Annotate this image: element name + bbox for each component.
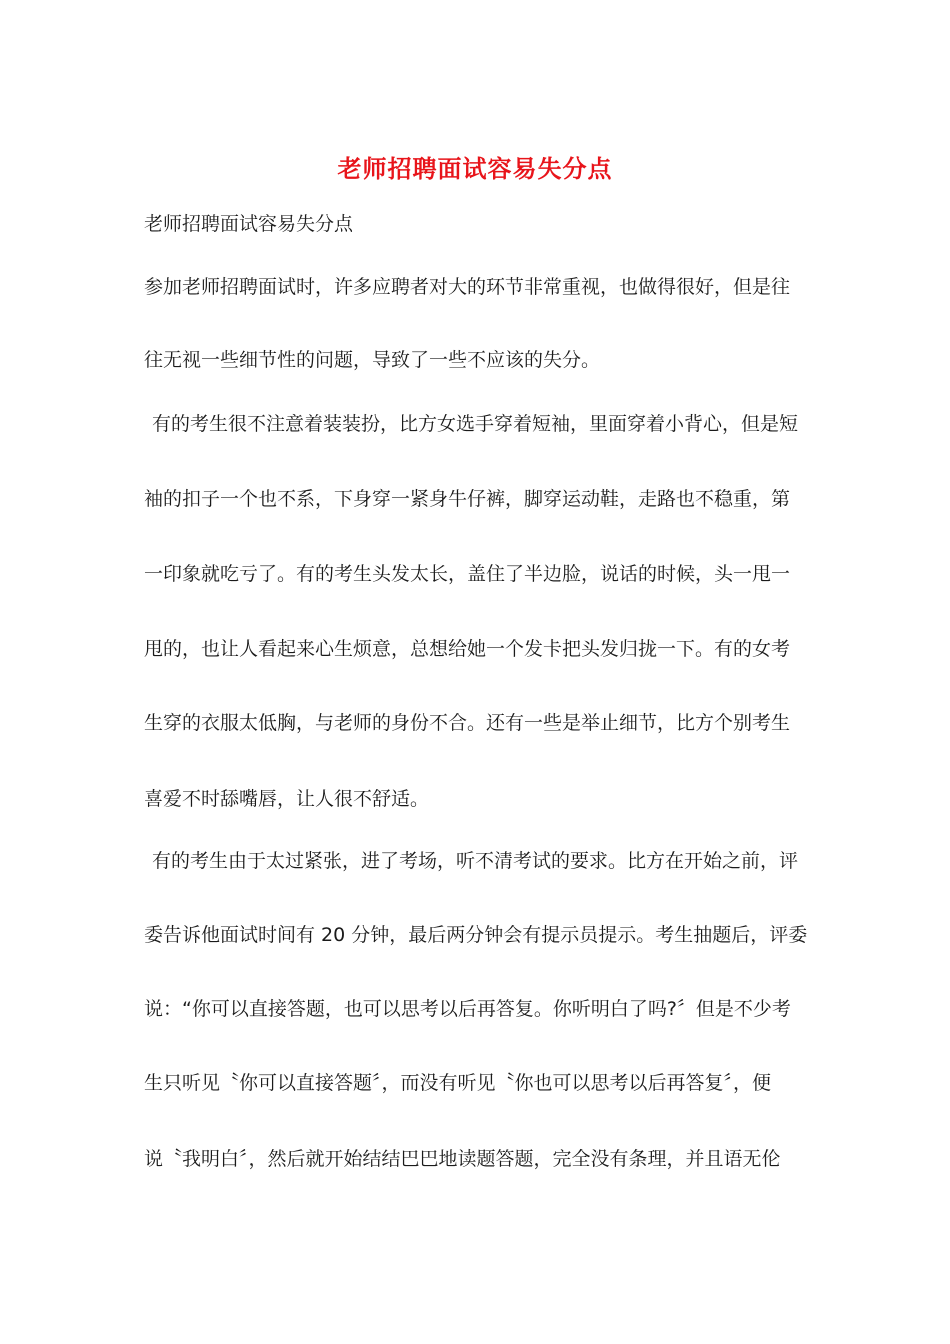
paragraph-line: 往无视一些细节性的问题，导致了一些不应该的失分。 <box>144 349 601 371</box>
paragraph-line: 生只听见〝你可以直接答题〞，而没有听见〝你也可以思考以后再答复〞，便 <box>144 1072 772 1094</box>
paragraph-line: 参加老师招聘面试时，许多应聘者对大的环节非常重视，也做得很好，但是往 <box>144 276 791 298</box>
paragraph-line: 有的考生由于太过紧张，进了考场，听不清考试的要求。比方在开始之前，评 <box>152 850 799 872</box>
paragraph-line: 袖的扣子一个也不系，下身穿一紧身牛仔裤，脚穿运动鞋，走路也不稳重，第 <box>144 488 791 510</box>
document-subtitle: 老师招聘面试容易失分点 <box>144 213 354 235</box>
paragraph-line: 生穿的衣服太低胸，与老师的身份不合。还有一些是举止细节，比方个别考生 <box>144 712 791 734</box>
paragraph-line: 说：“你可以直接答题，也可以思考以后再答复。你听明白了吗?〞但是不少考 <box>144 998 791 1020</box>
paragraph-line: 一印象就吃亏了。有的考生头发太长，盖住了半边脸，说话的时候，头一甩一 <box>144 563 791 585</box>
paragraph-line: 有的考生很不注意着装装扮，比方女选手穿着短袖，里面穿着小背心，但是短 <box>152 413 799 435</box>
paragraph-line: 甩的，也让人看起来心生烦意，总想给她一个发卡把头发归拢一下。有的女考 <box>144 638 791 660</box>
paragraph-line: 喜爱不时舔嘴唇，让人很不舒适。 <box>144 788 430 810</box>
paragraph-line: 说〝我明白〞，然后就开始结结巴巴地读题答题，完全没有条理，并且语无伦 <box>144 1148 781 1170</box>
document-title: 老师招聘面试容易失分点 <box>337 154 613 183</box>
paragraph-line: 委告诉他面试时间有 20 分钟，最后两分钟会有提示员提示。考生抽题后，评委 <box>144 924 808 946</box>
